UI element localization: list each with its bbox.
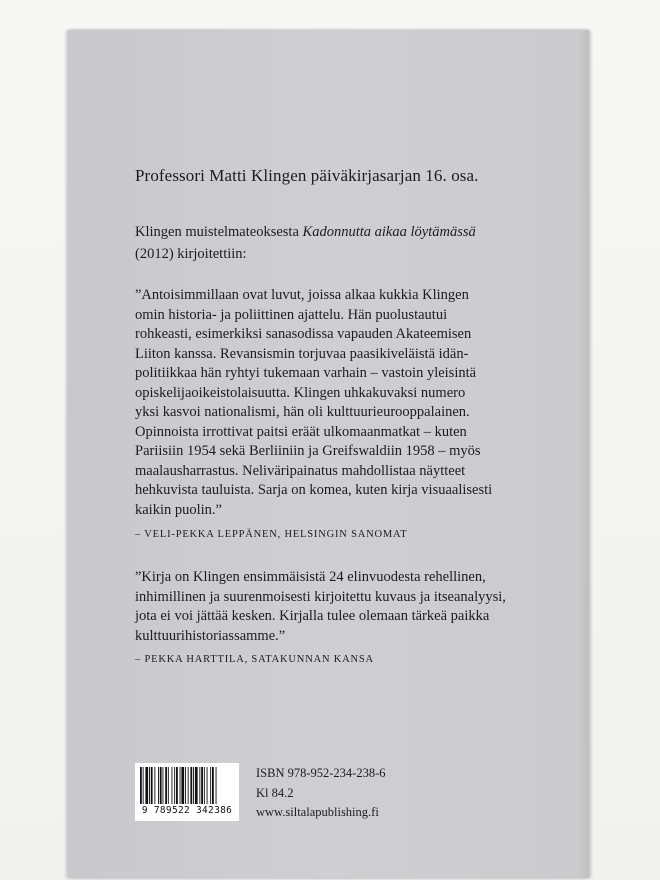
review-1-line: kaikin puolin.”: [135, 501, 222, 518]
review-1-line: hehkuvista tauluista. Sarja on komea, kuten kirja visuaalisesti: [135, 482, 493, 498]
publishing-info: [256, 764, 386, 823]
barcode-bar: [180, 767, 181, 804]
barcode-bar: [195, 767, 198, 804]
isbn-barcode: [135, 763, 239, 821]
barcode-bar: [201, 767, 203, 804]
review-1-attribution: – VELI-PEKKA LEPPÄNEN, HELSINGIN SANOMAT: [135, 529, 408, 540]
review-1-line: omin historia- ja poliittinen ajattelu. Hän puolustautui: [135, 306, 448, 323]
barcode-bar: [163, 767, 164, 804]
barcode-bar: [149, 767, 150, 804]
intro-text-after: (2012) kirjoitettiin:: [135, 246, 247, 262]
barcode-bar: [190, 767, 192, 804]
barcode-bar: [140, 767, 142, 804]
barcode-bar: [151, 767, 153, 804]
review-2-attribution: – PEKKA HARTTILA, SATAKUNNAN KANSA: [135, 654, 374, 665]
barcode-bar: [160, 767, 162, 804]
barcode-bar: [216, 767, 217, 804]
barcode-bar: [188, 767, 189, 804]
barcode-bar: [174, 767, 175, 804]
review-1-line: Pariisiin 1954 sekä Berliiniin ja Greifswaldiin 1958 – myös: [135, 443, 481, 459]
review-1-line: maalausharrastus. Neliväripainatus mahdollistaa näytteet: [135, 462, 466, 479]
barcode-bar: [143, 767, 144, 804]
isbn-number: ISBN 978-952-234-238-6: [256, 766, 386, 780]
barcode-bar: [210, 767, 211, 804]
review-quote-2: [135, 568, 535, 646]
review-1-line: politiikkaa hän ryhtyi tukemaan varhain – vastoin yleisintä: [135, 365, 477, 381]
book-spine-edge: [578, 30, 589, 878]
review-1-line: Liiton kanssa. Revansismin torjuvaa paasikiveläistä idän-: [135, 345, 469, 362]
barcode-bar: [212, 767, 214, 804]
review-2-line: inhimillinen ja suurenmoisesti kirjoitettu kuvaus ja itseanalyysi,: [135, 588, 506, 605]
barcode-bar: [172, 767, 173, 804]
review-2-line: kulttuurihistoriassamme.”: [135, 627, 286, 644]
barcode-digits: 9 789522 342386: [141, 805, 233, 816]
barcode-bar: [193, 767, 194, 804]
review-1-line: rohkeasti, esimerkiksi sanasodissa vapauden Akateemisen: [135, 326, 472, 342]
publisher-website: www.siltalapublishing.fi: [256, 805, 379, 819]
barcode-bar: [199, 767, 200, 804]
intro-book-title: Kadonnutta aikaa löytämässä: [302, 224, 476, 240]
barcode-bars: [139, 767, 235, 805]
barcode-bar: [154, 767, 155, 804]
review-2-line: jota ei voi jättää kesken. Kirjalla tulee olemaan tärkeä paikka: [135, 608, 490, 624]
review-quote-1: [135, 286, 535, 520]
barcode-bar: [204, 767, 205, 804]
barcode-bar: [165, 767, 167, 804]
barcode-bar: [181, 767, 184, 804]
intro-text-before: Klingen muistelmateoksesta: [135, 224, 303, 240]
series-line: Professori Matti Klingen päiväkirjasarjan 16. osa.: [135, 166, 479, 185]
review-1-line: opiskelijaoikeistolaisuutta. Klingen uhkakuvaksi numero: [135, 384, 466, 401]
intro-paragraph: [135, 221, 535, 265]
library-classification: Kl 84.2: [256, 785, 294, 800]
review-1-line: ”Antoisimmillaan ovat luvut, joissa alkaa kukkia Klingen: [135, 287, 469, 303]
barcode-bar: [145, 767, 148, 804]
review-1-line: Opinnoista irrottivat paitsi eräät ulkomaanmatkat – kuten: [135, 423, 467, 440]
barcode-bar: [207, 767, 208, 804]
barcode-bar: [158, 767, 159, 804]
barcode-bar: [168, 767, 169, 804]
barcode-bar: [176, 767, 178, 804]
review-1-line: yksi kasvoi nationalismi, hän oli kulttuurieurooppalainen.: [135, 404, 470, 420]
review-2-line: ”Kirja on Klingen ensimmäisistä 24 elinvuodesta rehellinen,: [135, 569, 486, 585]
barcode-bar: [185, 767, 186, 804]
